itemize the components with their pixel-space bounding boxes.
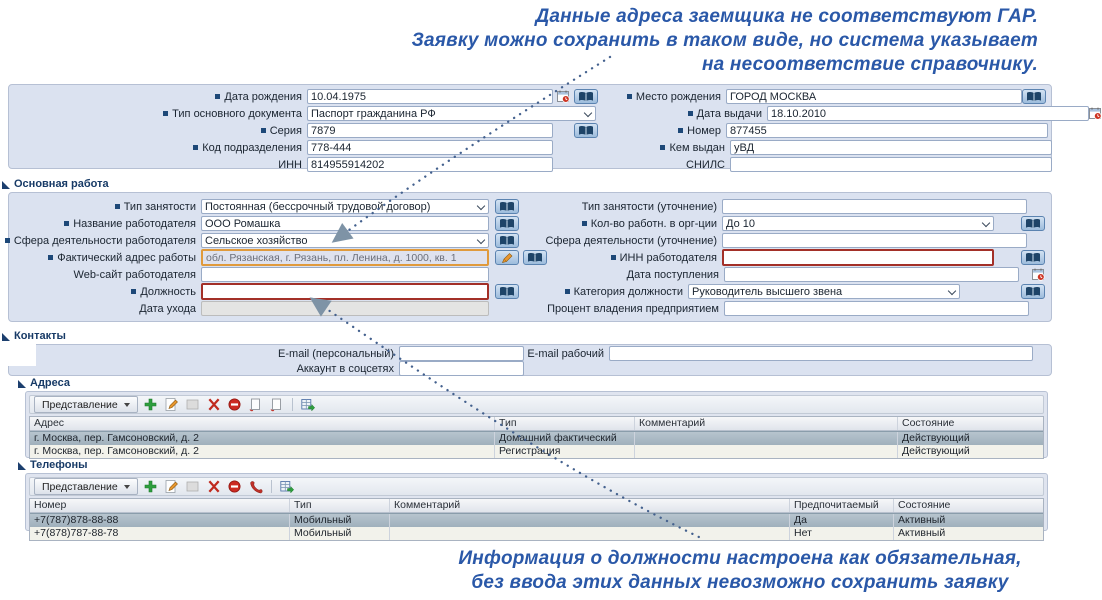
required-marker (261, 128, 266, 133)
issued-by-label: Кем выдан (553, 142, 730, 154)
contacts-panel (8, 344, 1052, 376)
required-marker (565, 289, 570, 294)
doc-type-label: Тип основного документа (15, 108, 307, 120)
employer-name-label: Название работодателя (15, 218, 201, 230)
book-icon (499, 201, 515, 212)
industry-note-label: Сфера деятельности (уточнение) (545, 234, 717, 247)
state-cell: Действующий (902, 432, 970, 444)
comment-cell (390, 514, 790, 527)
comment-cell (390, 527, 790, 540)
collapse-triangle-icon (2, 333, 10, 341)
delete-button[interactable] (206, 397, 222, 412)
issue-date-label: Дата выдачи (596, 108, 767, 120)
section-header-phones[interactable] (18, 459, 88, 471)
chevron-down-icon (124, 403, 130, 407)
detach-button[interactable] (248, 397, 264, 412)
birth-date-lookup-button[interactable] (574, 89, 598, 104)
export-icon (280, 480, 294, 493)
form-row (15, 249, 1045, 266)
state-cell: Активный (898, 514, 946, 526)
employment-type-label: Тип занятости (15, 201, 201, 213)
form-row (15, 232, 1045, 249)
industry-note-field[interactable] (722, 233, 1027, 248)
employer-inn-field[interactable] (722, 249, 994, 266)
pencil-icon (501, 252, 513, 264)
employee-count-label: Кол-во работн. в орг-ции (519, 218, 722, 230)
export-icon (301, 398, 315, 411)
hire-date-field[interactable] (724, 267, 1019, 282)
edit-button[interactable] (164, 397, 180, 412)
division-code-field[interactable] (307, 140, 553, 155)
work-address-field[interactable]: обл. Рязанская, г. Рязань, пл. Ленина, д. 1000, кв. 1 (201, 249, 489, 266)
social-account-field[interactable] (399, 361, 524, 376)
table-row[interactable] (30, 513, 1043, 527)
book-icon (499, 286, 515, 297)
collapse-triangle-icon (18, 462, 26, 470)
email-personal-field[interactable] (399, 346, 524, 361)
position-lookup-button[interactable] (495, 284, 519, 299)
view-menu-button[interactable]: Представление (34, 478, 138, 495)
add-icon (144, 480, 157, 493)
employee-count-lookup-button[interactable] (1021, 216, 1045, 231)
type-cell: Мобильный (290, 514, 390, 527)
white-patch (0, 344, 36, 366)
form-row (15, 198, 1045, 215)
page-icon (270, 398, 283, 411)
book-icon (1025, 252, 1041, 263)
work-address-lookup-button[interactable] (523, 250, 547, 265)
remove-button[interactable] (227, 479, 243, 494)
work-address-edit-button[interactable] (495, 250, 519, 265)
number-label: Номер (598, 125, 726, 137)
section-header-work[interactable] (2, 178, 109, 190)
passport-panel (8, 84, 1052, 169)
book-icon (578, 125, 594, 136)
birth-date-field[interactable] (307, 89, 553, 104)
page-icon (249, 398, 262, 411)
required-marker (678, 128, 683, 133)
birth-date-label: Дата рождения (15, 91, 307, 103)
section-header-contacts[interactable] (2, 330, 66, 342)
toolbar-separator (292, 398, 293, 411)
employer-name-lookup-button[interactable] (495, 216, 519, 231)
delete-button[interactable] (206, 479, 222, 494)
required-marker (163, 111, 168, 116)
required-marker (64, 221, 69, 226)
column-header-state[interactable]: Состояние (902, 417, 955, 429)
phones-table-header (30, 499, 1043, 513)
birth-place-label: Место рождения (598, 91, 726, 103)
employment-type-select[interactable]: Постоянная (бессрочный трудовой договор) (201, 199, 489, 214)
book-icon (499, 235, 515, 246)
remove-button[interactable] (227, 397, 243, 412)
column-header-type[interactable]: Тип (290, 499, 390, 512)
delete-icon (207, 398, 221, 411)
employment-type-note-label: Тип занятости (уточнение) (581, 200, 717, 213)
email-work-field[interactable] (609, 346, 1033, 361)
form-row (15, 215, 1045, 232)
employment-type-lookup-button[interactable] (495, 199, 519, 214)
series-lookup-button[interactable] (574, 123, 598, 138)
employee-count-select[interactable]: До 10 (722, 216, 994, 231)
column-header-state[interactable]: Состояние (898, 499, 951, 511)
state-cell: Активный (898, 527, 946, 539)
series-label: Серия (15, 125, 307, 137)
position-category-label: Категория должности (519, 286, 688, 298)
collapse-triangle-icon (2, 181, 10, 189)
phones-table (29, 498, 1044, 541)
required-marker (193, 145, 198, 150)
form-row (15, 156, 1045, 173)
address-cell: г. Москва, пер. Гамсоновский, д. 2 (30, 432, 495, 445)
issued-by-field[interactable] (730, 140, 1052, 155)
email-work-label: E-mail рабочий (527, 347, 604, 360)
chevron-down-icon (948, 287, 956, 295)
required-marker (48, 255, 53, 260)
chevron-down-icon (477, 202, 485, 210)
position-category-select[interactable]: Руководитель высшего звена (688, 284, 960, 299)
add-button[interactable] (143, 479, 159, 494)
required-marker (688, 111, 693, 116)
employer-inn-label: ИНН работодателя (547, 252, 722, 264)
work-address-label: Фактический адрес работы (15, 252, 201, 264)
view-menu-button[interactable]: Представление (34, 396, 138, 413)
add-icon (144, 398, 157, 411)
website-label: Web-сайт работодателя (73, 268, 196, 281)
preferred-cell: Нет (790, 527, 894, 540)
birth-place-lookup-button[interactable] (1022, 89, 1046, 104)
calendar-icon[interactable] (1089, 107, 1102, 120)
snils-field[interactable] (730, 157, 1052, 172)
chevron-down-icon (982, 219, 990, 227)
hire-date-label: Дата поступления (626, 268, 719, 281)
doc-type-select[interactable]: Паспорт гражданина РФ (307, 106, 596, 121)
book-icon (1025, 286, 1041, 297)
export-button[interactable] (279, 479, 295, 494)
delete-icon (207, 480, 221, 493)
toolbar-separator (271, 480, 272, 493)
section-title: Основная работа (14, 178, 109, 190)
remove-icon (228, 480, 241, 493)
edit-icon (165, 480, 179, 493)
inn-label: ИНН (278, 158, 302, 171)
type-cell: Регистрация (495, 445, 635, 458)
section-title: Телефоны (30, 459, 88, 471)
series-field[interactable] (307, 123, 553, 138)
type-cell: Мобильный (290, 527, 390, 540)
calendar-icon[interactable] (1032, 268, 1045, 281)
phones-group (25, 473, 1048, 539)
table-row[interactable] (30, 431, 1043, 445)
attach-button[interactable] (269, 397, 285, 412)
disabled-button (185, 397, 201, 412)
birth-place-field[interactable] (726, 89, 1022, 104)
division-code-label: Код подразделения (15, 142, 307, 154)
state-cell: Действующий (902, 445, 970, 457)
employment-type-note-field[interactable] (722, 199, 1027, 214)
collapse-triangle-icon (18, 380, 26, 388)
number-field[interactable] (726, 123, 1048, 138)
book-icon (499, 218, 515, 229)
blank-icon (186, 480, 199, 493)
form-row (15, 300, 1045, 317)
form-row (15, 122, 1045, 139)
type-cell: Домашний фактический (495, 432, 635, 445)
edit-button[interactable] (164, 479, 180, 494)
employer-inn-lookup-button[interactable] (1021, 250, 1045, 265)
table-row[interactable] (30, 527, 1043, 540)
required-marker (115, 204, 120, 209)
form-row (15, 88, 1045, 105)
column-header-preferred[interactable]: Предпочитаемый (790, 499, 894, 512)
employer-name-field[interactable] (201, 216, 489, 231)
section-title: Адреса (30, 377, 70, 389)
section-title: Контакты (14, 330, 66, 342)
remove-icon (228, 398, 241, 411)
addresses-table-header (30, 417, 1043, 431)
phone-icon (248, 480, 263, 494)
addresses-toolbar (29, 395, 1044, 414)
book-icon (578, 91, 594, 102)
column-header-comment[interactable]: Комментарий (390, 499, 790, 512)
number-cell: +7(787)878-88-88 (30, 514, 290, 527)
form-row (15, 105, 1045, 122)
add-button[interactable] (143, 397, 159, 412)
website-field[interactable] (201, 267, 489, 282)
position-category-lookup-button[interactable] (1021, 284, 1045, 299)
snils-label: СНИЛС (686, 158, 725, 171)
employer-industry-select[interactable]: Сельское хозяйство (201, 233, 489, 248)
form-row (15, 283, 1045, 300)
work-panel (8, 192, 1052, 322)
ownership-percent-label: Процент владения предприятием (547, 302, 719, 315)
column-header-address[interactable]: Адрес (30, 417, 495, 430)
position-field[interactable] (201, 283, 489, 300)
required-marker (131, 289, 136, 294)
comment-cell (635, 432, 898, 445)
chevron-down-icon (124, 485, 130, 489)
employer-industry-label: Сфера деятельности работодателя (15, 235, 201, 247)
edit-icon (165, 398, 179, 411)
section-header-addresses[interactable] (18, 377, 70, 389)
issue-date-field[interactable] (767, 106, 1089, 121)
number-cell: +7(878)787-88-78 (30, 527, 290, 540)
phones-toolbar (29, 477, 1044, 496)
blank-icon (186, 398, 199, 411)
annotation-bottom-line2: без ввода этих данных невозможно сохранить заявку (471, 572, 1009, 593)
inn-field[interactable] (307, 157, 553, 172)
annotation-top (412, 5, 1038, 77)
social-account-label: Аккаунт в соцсетях (296, 362, 394, 375)
form-row (15, 346, 1045, 361)
address-cell: г. Москва, пер. Гамсоновский, д. 2 (30, 445, 495, 458)
annotation-top-line2: Заявку можно сохранить в таком виде, но система указывает (411, 30, 1038, 51)
employer-industry-lookup-button[interactable] (495, 233, 519, 248)
preferred-cell: Да (790, 514, 894, 527)
annotation-top-line3: на несоответствие справочнику. (701, 54, 1038, 75)
annotation-bottom-line1: Информация о должности настроена как обязательная, (458, 548, 1022, 569)
required-marker (215, 94, 220, 99)
disabled-button (185, 479, 201, 494)
table-row[interactable] (30, 445, 1043, 458)
column-header-type[interactable]: Тип (495, 417, 635, 430)
email-personal-label: E-mail (персональный) (278, 347, 394, 360)
form-row (15, 361, 1045, 376)
addresses-table (29, 416, 1044, 459)
calendar-icon[interactable] (557, 90, 570, 103)
chevron-down-icon (477, 236, 485, 244)
form-row (15, 266, 1045, 283)
book-icon (1026, 91, 1042, 102)
leave-date-label: Дата ухода (139, 302, 196, 315)
comment-cell (635, 445, 898, 458)
book-icon (527, 252, 543, 263)
required-marker (611, 255, 616, 260)
export-button[interactable] (300, 397, 316, 412)
annotation-top-line1: Данные адреса заемщика не соответствуют ГАР. (535, 6, 1038, 27)
chevron-down-icon (584, 109, 592, 117)
book-icon (1025, 218, 1041, 229)
addresses-group (25, 391, 1048, 458)
ownership-percent-field[interactable] (724, 301, 1029, 316)
position-label: Должность (15, 286, 201, 298)
required-marker (627, 94, 632, 99)
column-header-comment[interactable]: Комментарий (635, 417, 898, 430)
required-marker (660, 145, 665, 150)
column-header-number[interactable]: Номер (30, 499, 290, 512)
required-marker (582, 221, 587, 226)
annotation-bottom (430, 547, 1050, 595)
call-button[interactable] (248, 479, 264, 494)
required-marker (5, 238, 10, 243)
leave-date-field (201, 301, 489, 316)
form-row (15, 139, 1045, 156)
